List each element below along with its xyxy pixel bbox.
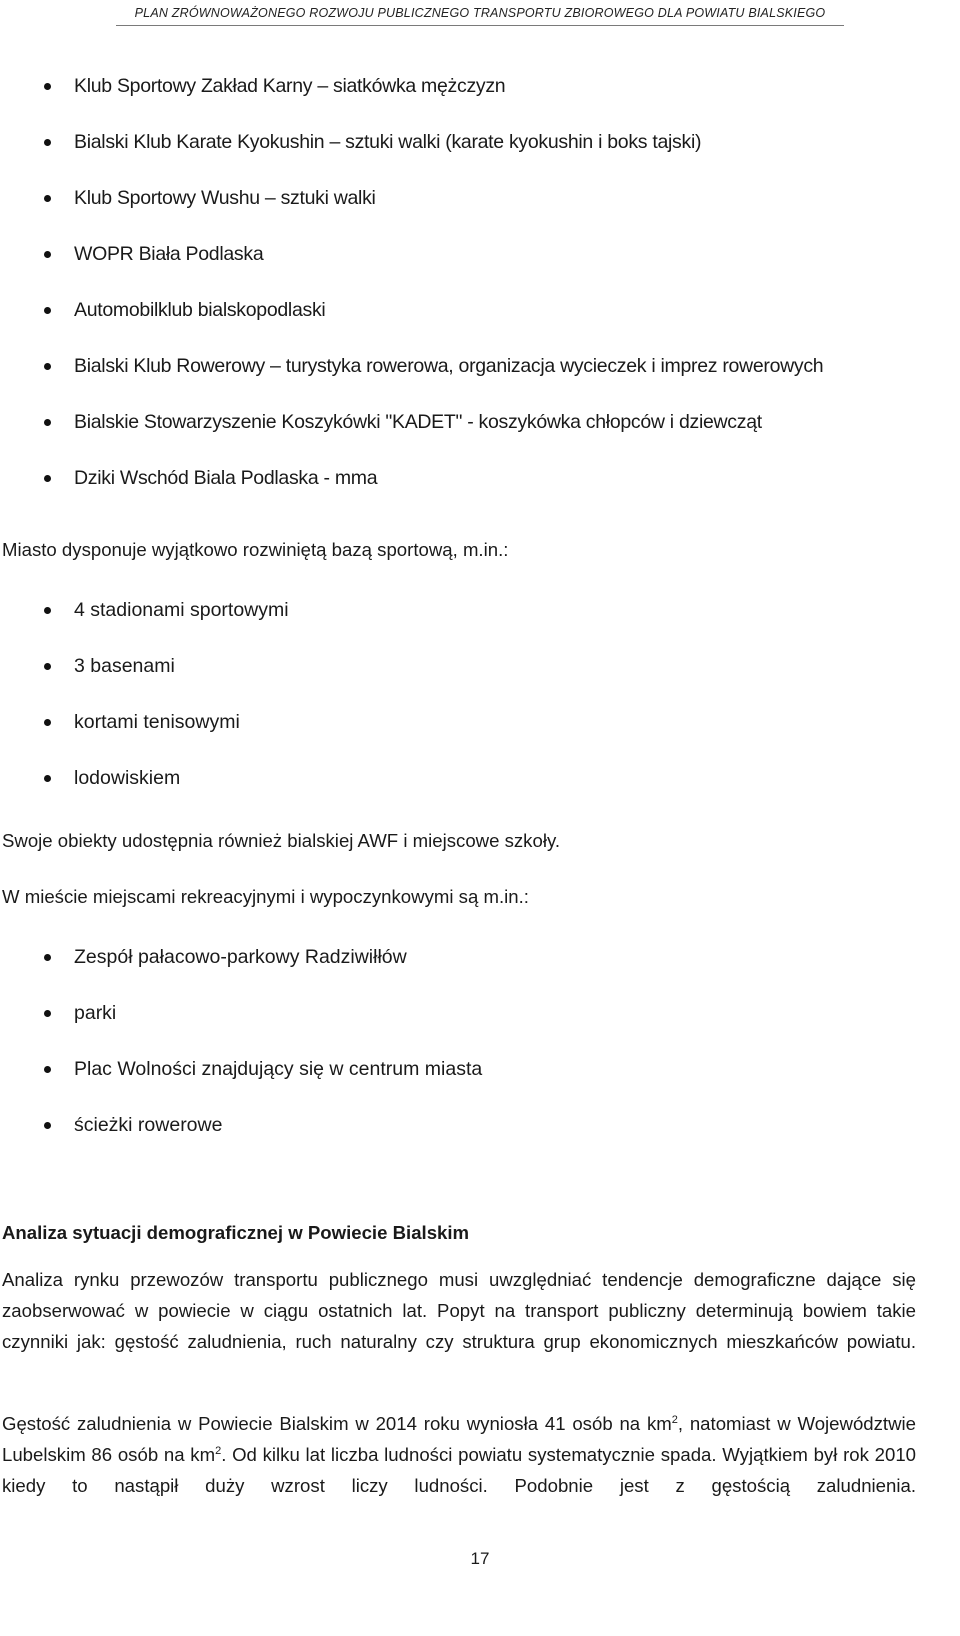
bullet-icon	[44, 195, 51, 202]
superscript: 2	[671, 1413, 678, 1426]
section-heading: Analiza sytuacji demograficznej w Powiecie Bialskim	[2, 1222, 470, 1243]
list-item: Automobilklub bialskopodlaski	[0, 300, 823, 356]
list-item: Bialski Klub Rowerowy – turystyka rowerowa, organizacja wycieczek i imprez rowerowych	[0, 356, 823, 412]
demographics-paragraph-2: Gęstość zaludnienia w Powiecie Bialskim w 2014 roku wyniosła 41 osób na $km^2$, natomiast w Województwie Lubelskim 86 osób na $km^2$. Od kilku lat liczba ludności powiatu systematycznie spada. Wyjątkiem był rok 2010 kiedy to nastąpił duży wzrost liczy ludności. Podobnie jest z gęstością zaludnienia.	[2, 1413, 916, 1496]
awf-note: Swoje obiekty udostępnia również bialskiej AWF i miejscowe szkoły.	[2, 830, 561, 851]
list-item: Dziki Wschód Biala Podlaska - mma	[0, 468, 823, 524]
superscript: 2	[215, 1444, 222, 1457]
page-number: 17	[470, 1549, 490, 1568]
list-item: Bialskie Stowarzyszenie Koszykówki "KADET" - koszykówka chłopców i dziewcząt	[0, 412, 823, 468]
list-item: 4 stadionami sportowymi	[0, 600, 289, 656]
list-item: 3 basenami	[0, 656, 289, 712]
bullet-icon	[44, 607, 51, 614]
bullet-icon	[44, 663, 51, 670]
list-item: Zespół pałacowo-parkowy Radziwiłłów	[0, 947, 482, 1003]
bullet-icon	[44, 251, 51, 258]
bullet-icon	[44, 139, 51, 146]
bullet-icon	[44, 1010, 51, 1017]
running-header: PLAN ZRÓWNOWAŻONEGO ROZWOJU PUBLICZNEGO TRANSPORTU ZBIOROWEGO DLA POWIATU BIALSKIEGO	[134, 6, 826, 20]
header-rule	[116, 25, 844, 26]
bullet-icon	[44, 1066, 51, 1073]
list-item: WOPR Biała Podlaska	[0, 244, 823, 300]
list-item: Klub Sportowy Zakład Karny – siatkówka mężczyzn	[0, 76, 823, 132]
bullet-icon	[44, 83, 51, 90]
bullet-icon	[44, 363, 51, 370]
list-item: ścieżki rowerowe	[0, 1115, 482, 1171]
list-item: Bialski Klub Karate Kyokushin – sztuki walki (karate kyokushin i boks tajski)	[0, 132, 823, 188]
sports-base-intro: Miasto dysponuje wyjątkowo rozwiniętą bazą sportową, m.in.:	[2, 539, 509, 560]
bullet-icon	[44, 775, 51, 782]
bullet-icon	[44, 1122, 51, 1129]
list-item: Plac Wolności znajdujący się w centrum miasta	[0, 1059, 482, 1115]
list-item: Klub Sportowy Wushu – sztuki walki	[0, 188, 823, 244]
bullet-icon	[44, 719, 51, 726]
bullet-icon	[44, 954, 51, 961]
list-item: parki	[0, 1003, 482, 1059]
recreation-list	[0, 947, 482, 1171]
bullet-icon	[44, 419, 51, 426]
recreation-intro: W mieście miejscami rekreacyjnymi i wypoczynkowymi są m.in.:	[2, 886, 529, 907]
demographics-paragraph-1: Analiza rynku przewozów transportu publicznego musi uwzględniać tendencje demograficzne dające się zaobserwować w powiecie w ciągu ostatnich lat. Popyt na transport publiczny determinują bowiem takie czynniki jak: gęstość zaludnienia, ruch naturalny czy struktura grup ekonomicznych mieszkańców powiatu.	[2, 1269, 916, 1352]
sports-base-list	[0, 600, 289, 824]
bullet-icon	[44, 475, 51, 482]
bullet-icon	[44, 307, 51, 314]
sports-clubs-list	[0, 76, 823, 524]
list-item: lodowiskiem	[0, 768, 289, 824]
list-item: kortami tenisowymi	[0, 712, 289, 768]
